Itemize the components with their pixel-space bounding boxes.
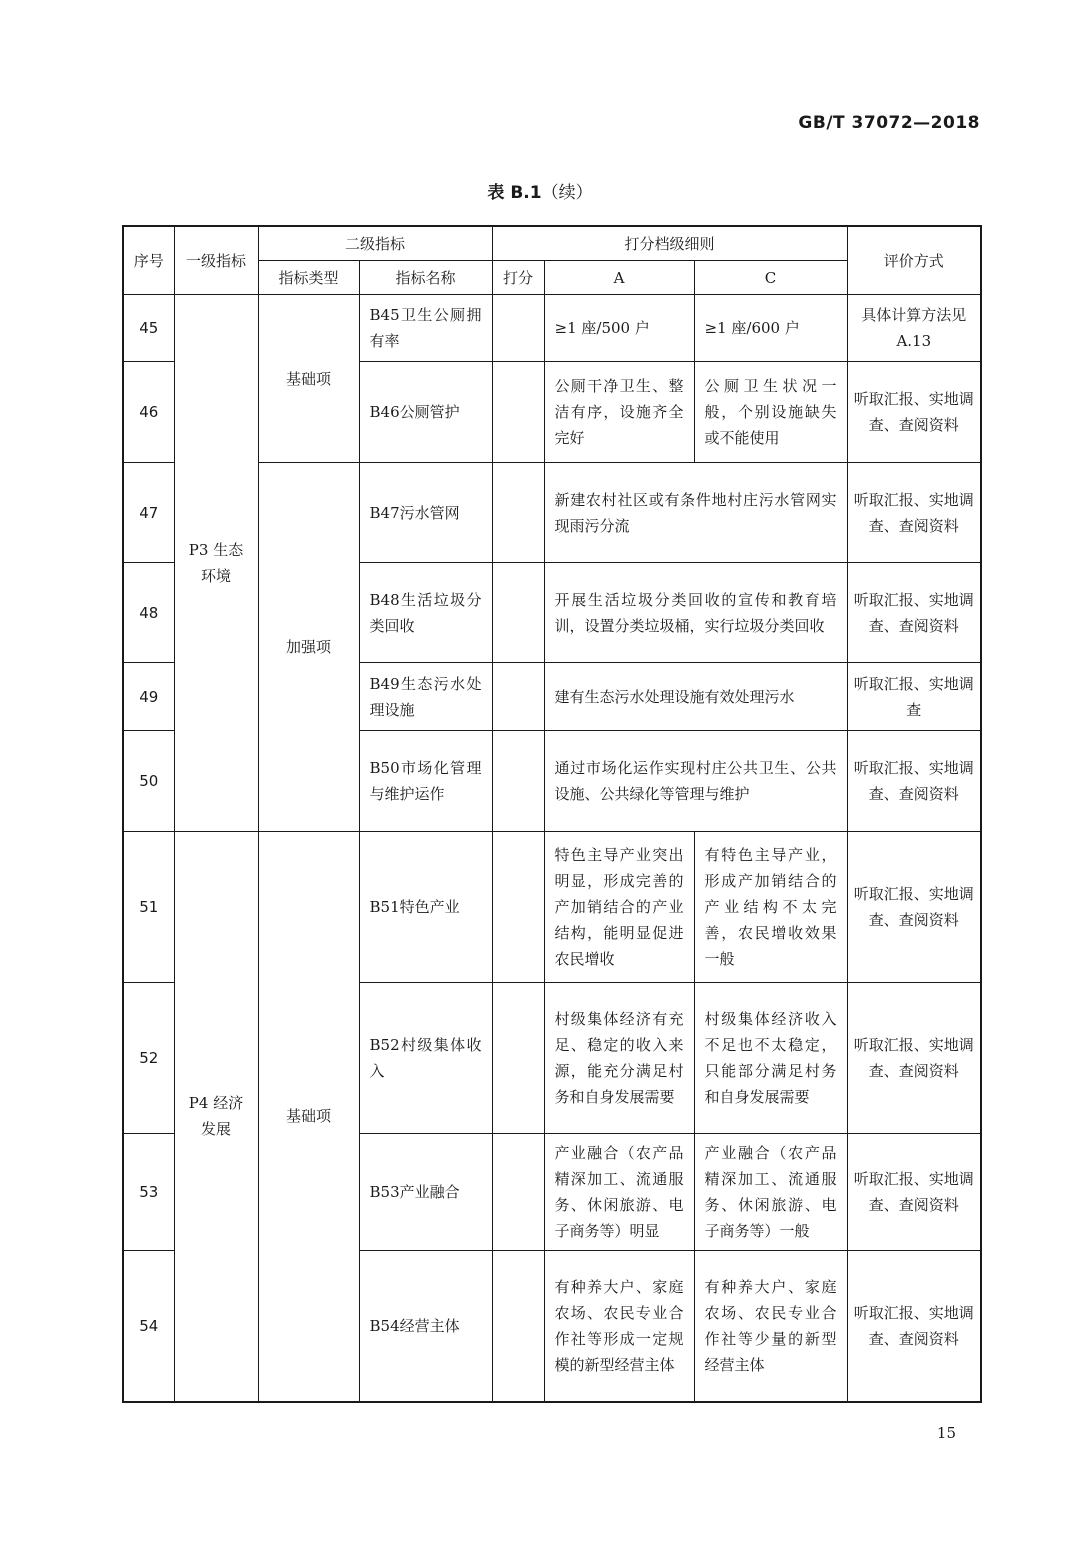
row-seq: 54 [123, 1251, 174, 1402]
row-grade-a: 有种养大户、家庭农场、农民专业合作社等形成一定规模的新型经营主体 [544, 1251, 694, 1402]
level1-p4-cell [174, 832, 258, 1402]
type-basic: 基础项 [285, 369, 331, 388]
header-level2: 二级指标 [258, 226, 492, 261]
row-name: B50市场化管理与维护运作 [359, 731, 492, 832]
row-method: 听取汇报、实地调查、查阅资料 [847, 1251, 981, 1402]
row-seq: 50 [123, 731, 174, 832]
standard-code: GB/T 37072—2018 [798, 113, 980, 133]
row-grade-ac: 新建农村社区或有条件地村庄污水管网实现雨污分流 [544, 463, 847, 563]
row-score[interactable] [492, 1251, 544, 1402]
level1-p3: P3 生态环境 [188, 541, 244, 585]
row-seq: 45 [123, 295, 174, 362]
page-number: 15 [936, 1424, 956, 1442]
row-seq: 51 [123, 832, 174, 983]
row-grade-ac: 通过市场化运作实现村庄公共卫生、公共设施、公共绿化等管理与维护 [544, 731, 847, 832]
row-score[interactable] [492, 731, 544, 832]
table-caption [0, 178, 1080, 203]
row-name: B52村级集体收入 [359, 983, 492, 1134]
row-grade-c: 有特色主导产业，形成产加销结合的产业结构不太完善，农民增收效果一般 [694, 832, 847, 983]
row-name: B48生活垃圾分类回收 [359, 563, 492, 663]
table-row [123, 832, 981, 983]
type-basic-2: 基础项 [285, 1107, 331, 1126]
header-type: 指标类型 [258, 261, 359, 295]
header-row-1 [123, 226, 981, 261]
row-score[interactable] [492, 463, 544, 563]
row-name: B51特色产业 [359, 832, 492, 983]
row-name: B53产业融合 [359, 1134, 492, 1251]
header-seq: 序号 [123, 226, 174, 295]
table-caption-prefix: 表 B.1 [487, 183, 542, 203]
row-method: 听取汇报、实地调查、查阅资料 [847, 983, 981, 1134]
header-grade-a: A [544, 261, 694, 295]
row-seq: 46 [123, 362, 174, 463]
row-grade-c: 产业融合（农产品精深加工、流通服务、休闲旅游、电子商务等）一般 [694, 1134, 847, 1251]
row-grade-a: 村级集体经济有充足、稳定的收入来源，能充分满足村务和自身发展需要 [544, 983, 694, 1134]
row-score[interactable] [492, 983, 544, 1134]
row-score[interactable] [492, 295, 544, 362]
header-level1: 一级指标 [174, 226, 258, 295]
level1-p3-cell [174, 295, 258, 832]
row-method: 听取汇报、实地调查、查阅资料 [847, 731, 981, 832]
row-name: B47污水管网 [359, 463, 492, 563]
row-seq: 49 [123, 663, 174, 731]
table-row [123, 295, 981, 362]
row-seq: 52 [123, 983, 174, 1134]
row-grade-c: 公厕卫生状况一般，个别设施缺失或不能使用 [694, 362, 847, 463]
row-name: B54经营主体 [359, 1251, 492, 1402]
row-name: B49生态污水处理设施 [359, 663, 492, 731]
row-grade-a: 公厕干净卫生、整洁有序，设施齐全完好 [544, 362, 694, 463]
header-method: 评价方式 [847, 226, 981, 295]
row-method: 听取汇报、实地调查、查阅资料 [847, 563, 981, 663]
row-method: 听取汇报、实地调查、查阅资料 [847, 463, 981, 563]
row-seq: 48 [123, 563, 174, 663]
row-seq: 53 [123, 1134, 174, 1251]
row-score[interactable] [492, 563, 544, 663]
type-basic-cell [258, 295, 359, 463]
row-method: 听取汇报、实地调查、查阅资料 [847, 1134, 981, 1251]
header-score: 打分 [492, 261, 544, 295]
row-score[interactable] [492, 1134, 544, 1251]
header-scoring: 打分档级细则 [492, 226, 847, 261]
row-grade-ac: 开展生活垃圾分类回收的宣传和教育培训，设置分类垃圾桶，实行垃圾分类回收 [544, 563, 847, 663]
header-name: 指标名称 [359, 261, 492, 295]
header-grade-c: C [694, 261, 847, 295]
row-score[interactable] [492, 832, 544, 983]
type-enhanced-cell [258, 463, 359, 832]
row-method: 具体计算方法见 A.13 [847, 295, 981, 362]
row-grade-c: ≥1 座/600 户 [694, 295, 847, 362]
evaluation-table [122, 225, 982, 1403]
type-basic-2-cell [258, 832, 359, 1402]
row-score[interactable] [492, 663, 544, 731]
type-enhanced: 加强项 [285, 638, 331, 656]
row-name: B45卫生公厕拥有率 [359, 295, 492, 362]
row-grade-c: 村级集体经济收入不足也不太稳定，只能部分满足村务和自身发展需要 [694, 983, 847, 1134]
row-method: 听取汇报、实地调查、查阅资料 [847, 832, 981, 983]
row-method: 听取汇报、实地调查 [847, 663, 981, 731]
row-name: B46公厕管护 [359, 362, 492, 463]
table-caption-suffix: （续） [541, 183, 593, 203]
row-grade-ac: 建有生态污水处理设施有效处理污水 [544, 663, 847, 731]
row-grade-a: ≥1 座/500 户 [544, 295, 694, 362]
row-grade-c: 有种养大户、家庭农场、农民专业合作社等少量的新型经营主体 [694, 1251, 847, 1402]
level1-p4: P4 经济发展 [188, 1094, 244, 1139]
row-seq: 47 [123, 463, 174, 563]
row-grade-a: 特色主导产业突出明显，形成完善的产加销结合的产业结构，能明显促进农民增收 [544, 832, 694, 983]
row-score[interactable] [492, 362, 544, 463]
row-grade-a: 产业融合（农产品精深加工、流通服务、休闲旅游、电子商务等）明显 [544, 1134, 694, 1251]
row-method: 听取汇报、实地调查、查阅资料 [847, 362, 981, 463]
